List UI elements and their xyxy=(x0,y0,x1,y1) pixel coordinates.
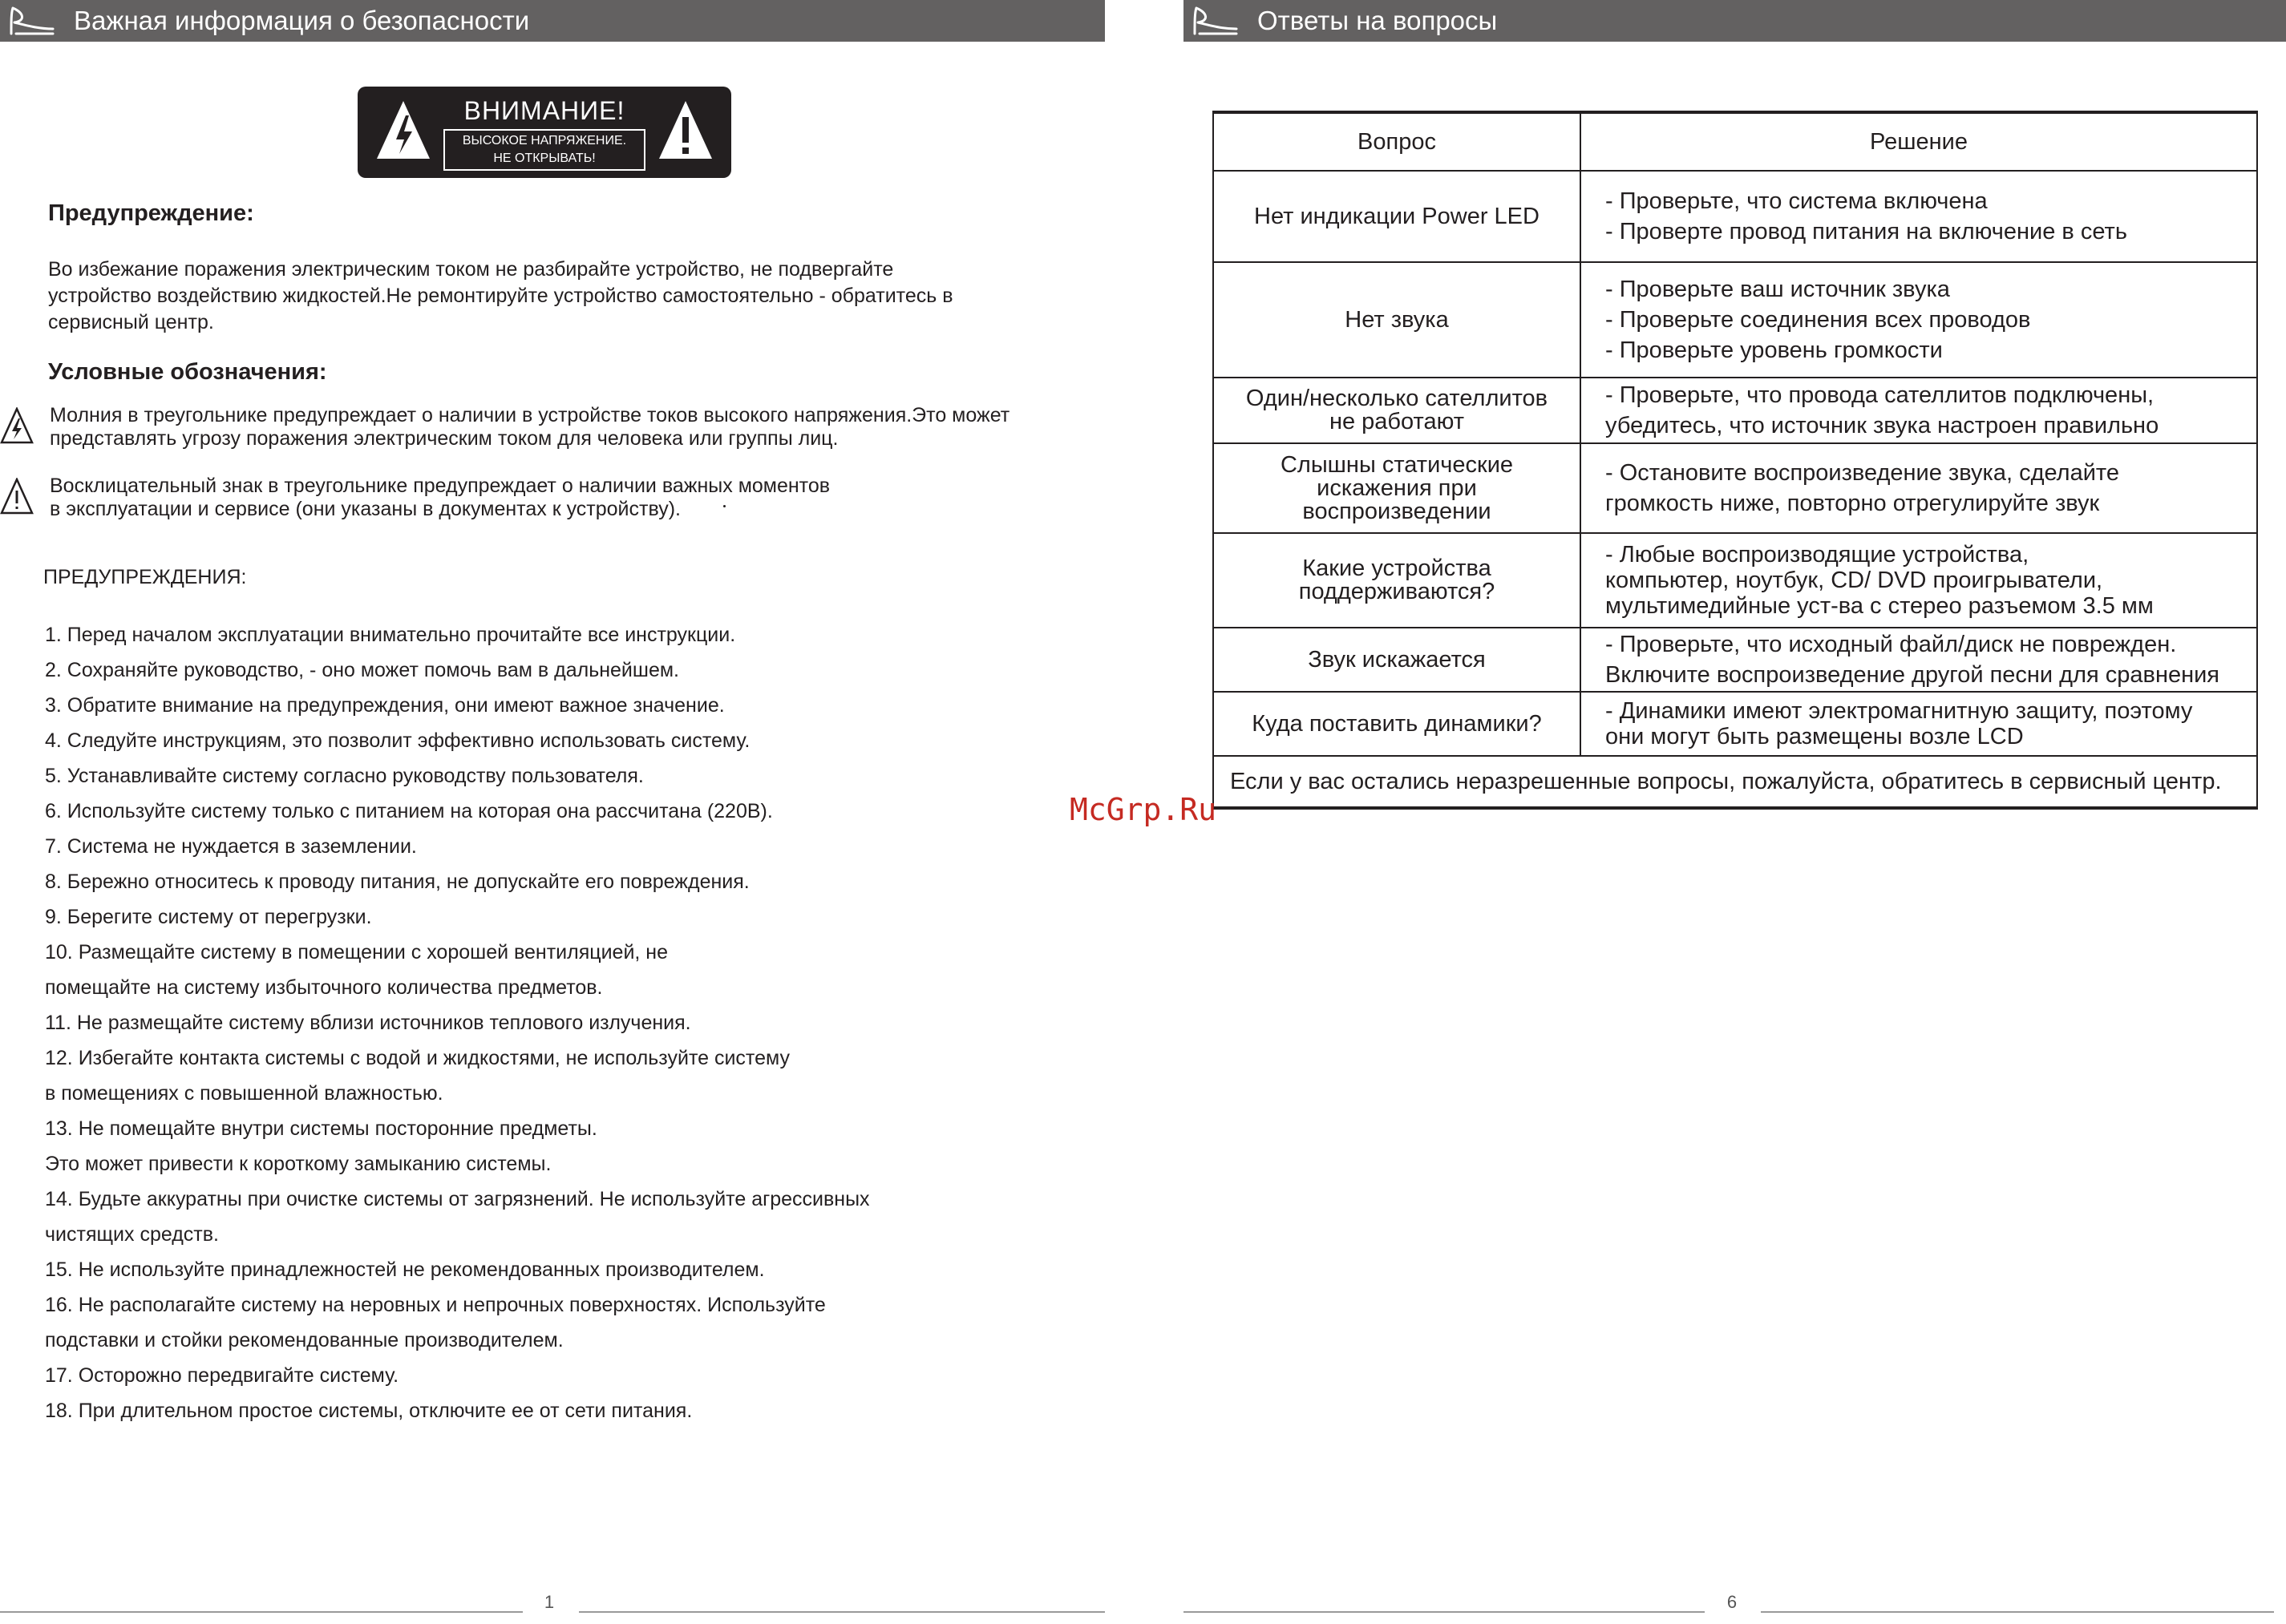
qa-table xyxy=(1212,111,2258,810)
warning-paragraph xyxy=(48,257,1074,336)
solution-line: - Проверте провод питания на включение в сеть xyxy=(1605,219,2127,244)
solution-cell xyxy=(1581,534,2258,627)
warning-sign-subtitle xyxy=(443,129,645,171)
solution-cell xyxy=(1581,628,2258,691)
table-row xyxy=(1212,628,2258,693)
solution-cell xyxy=(1581,263,2258,377)
list-item: 10. Размещайте систему в помещении с хорошей вентиляцией, не xyxy=(45,941,669,963)
question-cell: Какие устройства поддерживаются? xyxy=(1212,534,1581,627)
high-voltage-warning-sign xyxy=(358,87,731,178)
right-page-footer xyxy=(1183,1592,2286,1624)
symbol-line: Молния в треугольнике предупреждает о наличии в устройстве токов высокого напряжения.Это может xyxy=(50,404,1010,426)
list-item: 17. Осторожно передвигайте систему. xyxy=(45,1364,399,1387)
warning-sign-line-1: ВЫСОКОЕ НАПРЯЖЕНИЕ. xyxy=(462,134,627,147)
right-page-title: Ответы на вопросы xyxy=(1257,6,1498,35)
solution-line: - Проверьте, что система включена xyxy=(1605,188,1988,214)
right-page-header xyxy=(1183,0,2286,42)
symbol-lightning-text xyxy=(50,404,1084,450)
column-header-solution: Решение xyxy=(1581,114,2258,170)
symbol-exclamation-text xyxy=(50,475,1084,521)
solution-line: убедитесь, что источник звука настроен правильно xyxy=(1605,413,2159,438)
lightning-warning-icon xyxy=(375,98,431,162)
solution-line: громкость ниже, повторно отрегулируйте звук xyxy=(1605,491,2100,516)
exclamation-triangle-icon xyxy=(0,478,34,515)
left-page xyxy=(0,0,1105,1618)
list-item: 1. Перед началом эксплуатации внимательно прочитайте все инструкции. xyxy=(45,624,736,646)
question-cell: Слышны статические искажения при воспроизведении xyxy=(1212,444,1581,532)
footer-rule xyxy=(1761,1611,2274,1613)
list-item: 16. Не располагайте систему на неровных и непрочных поверхностях. Используйте xyxy=(45,1294,826,1316)
question-cell: Звук искажается xyxy=(1212,628,1581,691)
list-item: 6. Используйте систему только с питанием на которая она рассчитана (220В). xyxy=(45,800,773,822)
table-footer-note: Если у вас остались неразрешенные вопросы, пожалуйста, обратитесь в сервисный центр. xyxy=(1212,757,2258,806)
table-row xyxy=(1212,444,2258,534)
solution-cell xyxy=(1581,444,2258,532)
solution-line: - Любые воспроизводящие устройства, xyxy=(1605,542,2029,568)
list-item: 9. Берегите систему от перегрузки. xyxy=(45,906,372,928)
table-row xyxy=(1212,263,2258,378)
list-item: 13. Не помещайте внутри системы посторонние предметы. xyxy=(45,1117,597,1140)
left-page-title: Важная информация о безопасности xyxy=(74,6,530,35)
list-item: чистящих средств. xyxy=(45,1223,219,1246)
question-cell: Куда поставить динамики? xyxy=(1212,693,1581,755)
solution-line: - Проверьте, что исходный файл/диск не поврежден. xyxy=(1605,632,2177,657)
list-item: в помещениях с повышенной влажностью. xyxy=(45,1082,443,1105)
solution-cell xyxy=(1581,378,2258,442)
page-number: 1 xyxy=(544,1592,555,1612)
list-item: 4. Следуйте инструкциям, это позволит эффективно использовать систему. xyxy=(45,729,751,752)
list-item: помещайте на систему избыточного количества предметов. xyxy=(45,976,603,999)
footer-rule xyxy=(579,1611,1105,1613)
stray-dot xyxy=(723,505,726,507)
warning-sign-text xyxy=(438,95,651,171)
warning-line: сервисный центр. xyxy=(48,311,214,333)
list-item: 2. Сохраняйте руководство, - оно может помочь вам в дальнейшем. xyxy=(45,659,679,681)
column-header-question: Вопрос xyxy=(1212,114,1581,170)
symbol-line: Восклицательный знак в треугольнике предупреждает о наличии важных моментов xyxy=(50,475,831,497)
table-header-row xyxy=(1212,114,2258,172)
list-item: 8. Бережно относитесь к проводу питания, не допускайте его повреждения. xyxy=(45,871,750,893)
pen-logo-icon xyxy=(8,5,56,37)
symbol-lightning-row xyxy=(0,404,1090,455)
warnings-list-title: ПРЕДУПРЕЖДЕНИЯ: xyxy=(43,566,247,588)
warning-sign-title: ВНИМАНИЕ! xyxy=(463,96,625,125)
solution-line: они могут быть размещены возле LCD xyxy=(1605,724,2024,749)
list-item: 12. Избегайте контакта системы с водой и жидкостями, не используйте систему xyxy=(45,1047,790,1069)
question-cell: Нет звука xyxy=(1212,263,1581,377)
right-page xyxy=(1183,0,2286,1618)
solution-line: - Проверьте соединения всех проводов xyxy=(1605,307,2031,333)
warnings-list xyxy=(45,617,1039,1428)
solution-line: компьютер, ноутбук, CD/ DVD проигрыватели, xyxy=(1605,568,2103,593)
list-item: 14. Будьте аккуратны при очистке системы от загрязнений. Не используйте агрессивных xyxy=(45,1188,870,1210)
warning-line: устройство воздействию жидкостей.Не ремонтируйте устройство самостоятельно - обратитесь в xyxy=(48,285,953,307)
solution-line: - Проверьте, что провода сателлитов подключены, xyxy=(1605,382,2155,408)
warning-line: Во избежание поражения электрическим током не разбирайте устройство, не подвергайте xyxy=(48,258,894,281)
symbol-line: в эксплуатации и сервисе (они указаны в документах к устройству). xyxy=(50,498,681,520)
lightning-triangle-icon xyxy=(0,407,34,444)
exclamation-warning-icon xyxy=(657,98,714,162)
solution-line: - Проверьте ваш источник звука xyxy=(1605,277,1950,302)
solution-line: мультимедийные уст-ва с стерео разъемом 3.5 мм xyxy=(1605,593,2154,619)
list-item: 18. При длительном простое системы, отключите ее от сети питания. xyxy=(45,1400,693,1422)
question-cell: Один/несколько сателлитов не работают xyxy=(1212,378,1581,442)
list-item: 3. Обратите внимание на предупреждения, они имеют важное значение. xyxy=(45,694,725,717)
warning-heading: Предупреждение: xyxy=(48,200,254,226)
footer-rule xyxy=(1183,1611,1705,1613)
list-item: 5. Устанавливайте систему согласно руководству пользователя. xyxy=(45,765,644,787)
solution-cell xyxy=(1581,693,2258,755)
footer-rule xyxy=(0,1611,523,1613)
solution-line: - Проверьте уровень громкости xyxy=(1605,337,1943,363)
table-row xyxy=(1212,534,2258,628)
solution-line: - Динамики имеют электромагнитную защиту, поэтому xyxy=(1605,698,2193,724)
site-watermark: McGrp.Ru xyxy=(1070,792,1217,827)
symbols-heading: Условные обозначения: xyxy=(48,359,327,385)
table-row xyxy=(1212,693,2258,757)
table-row xyxy=(1212,172,2258,263)
list-item: подставки и стойки рекомендованные производителем. xyxy=(45,1329,564,1351)
solution-cell xyxy=(1581,172,2258,261)
symbol-exclamation-row xyxy=(0,475,1090,526)
symbol-line: представлять угрозу поражения электрическим током для человека или группы лиц. xyxy=(50,427,839,450)
question-cell: Нет индикации Power LED xyxy=(1212,172,1581,261)
solution-line: - Остановите воспроизведение звука, сделайте xyxy=(1605,460,2119,486)
left-page-footer xyxy=(0,1592,1105,1624)
list-item: Это может привести к короткому замыканию системы. xyxy=(45,1153,552,1175)
solution-line: Включите воспроизведение другой песни для сравнения xyxy=(1605,662,2220,688)
list-item: 11. Не размещайте систему вблизи источников теплового излучения. xyxy=(45,1012,691,1034)
left-page-header xyxy=(0,0,1105,42)
list-item: 7. Система не нуждается в заземлении. xyxy=(45,835,417,858)
warning-sign-line-2: НЕ ОТКРЫВАТЬ! xyxy=(493,151,596,165)
list-item: 15. Не используйте принадлежностей не рекомендованных производителем. xyxy=(45,1258,765,1281)
pen-logo-icon xyxy=(1192,5,1240,37)
page-number: 6 xyxy=(1726,1592,1738,1612)
table-row xyxy=(1212,378,2258,444)
